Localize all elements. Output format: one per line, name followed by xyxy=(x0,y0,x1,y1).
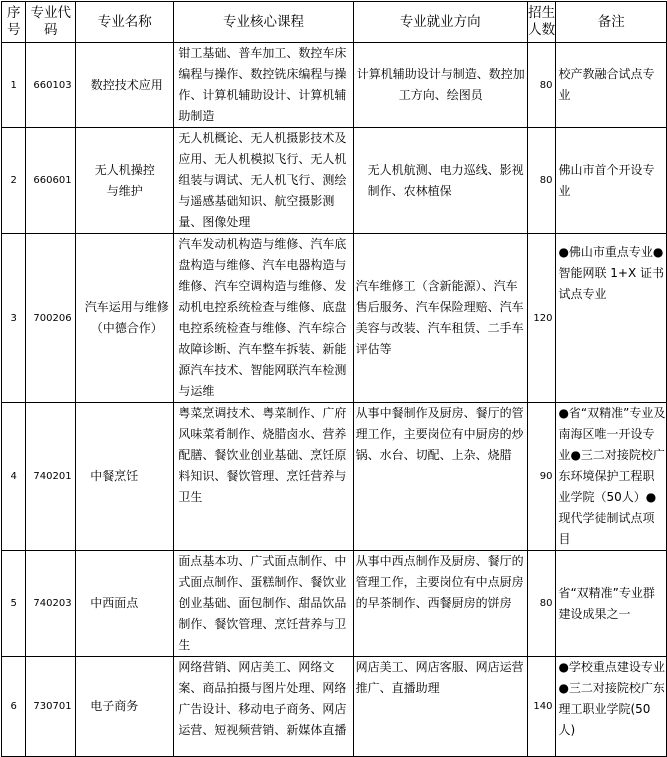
row-name: 电子商务 xyxy=(76,657,174,757)
row-remarks: ●省“双精准”专业及南海区唯一开设专业●三二对接院校广东环境保护工程职业学院（50人）●现代学徒制试点项目 xyxy=(556,403,667,551)
row-careers: 从事中餐制作及厨房、餐厅的管理工作，主要岗位有中厨房的炒锅、水台、切配、上杂、烧腊 xyxy=(353,403,527,551)
row-careers: 无人机航测、电力巡线、影视制作、农林植保 xyxy=(353,128,527,234)
row-courses: 汽车发动机构造与维修、汽车底盘构造与维修、汽车电器构造与维修、汽车空调构造与维修、发动机电控系统检查与维修、底盘电控系统检查与维修、汽车综合故障诊断、汽车整车拆装、新能源汽车技术、智能网联汽车检测与运维 xyxy=(174,234,353,403)
header-careers: 专业就业方向 xyxy=(353,2,527,43)
row-index: 3 xyxy=(2,234,26,403)
row-courses: 面点基本功、广式面点制作、中式面点制作、蛋糕制作、餐饮业创业基础、面包制作、甜品饮品制作、餐饮管理、烹饪营养与卫生 xyxy=(174,551,353,657)
table-row xyxy=(2,403,667,551)
header-name: 专业名称 xyxy=(76,2,174,43)
header-courses: 专业核心课程 xyxy=(174,2,353,43)
row-index: 5 xyxy=(2,551,26,657)
row-courses: 钳工基础、普车加工、数控车床编程与操作、数控铣床编程与操作、计算机辅助设计、计算机辅助制造 xyxy=(174,43,353,128)
header-index: 序号 xyxy=(2,2,26,43)
row-quota: 140 xyxy=(527,657,556,757)
header-remarks: 备注 xyxy=(556,2,667,43)
row-courses: 无人机概论、无人机摄影技术及应用、无人机模拟飞行、无人机组装与调试、无人机飞行、测绘与遥感基础知识、航空摄影测量、图像处理 xyxy=(174,128,353,234)
row-courses: 粤菜烹调技术、粤菜制作、广府风味菜肴制作、烧腊卤水、营养配膳、餐饮业创业基础、烹饪原料知识、餐饮管理、烹饪营养与卫生 xyxy=(174,403,353,551)
header-row xyxy=(2,2,667,43)
row-index: 6 xyxy=(2,657,26,757)
row-code: 700206 xyxy=(26,234,76,403)
row-quota: 80 xyxy=(527,128,556,234)
row-remarks: ●学校重点建设专业●三二对接院校广东理工职业学院(50人) xyxy=(556,657,667,757)
row-quota: 90 xyxy=(527,403,556,551)
row-careers: 从事中西点制作及厨房、餐厅的管理工作，主要岗位有中点厨房的早茶制作、西餐厨房的饼房 xyxy=(353,551,527,657)
row-name: 中西面点 xyxy=(76,551,174,657)
table-row xyxy=(2,128,667,234)
row-courses: 网络营销、网店美工、网络文案、商品拍摄与图片处理、网络广告设计、移动电子商务、网店运营、短视频营销、新媒体直播 xyxy=(174,657,353,757)
row-index: 4 xyxy=(2,403,26,551)
row-index: 2 xyxy=(2,128,26,234)
majors-table xyxy=(1,1,667,757)
row-index: 1 xyxy=(2,43,26,128)
table-row xyxy=(2,43,667,128)
row-remarks: 佛山市首个开设专业 xyxy=(556,128,667,234)
row-code: 660601 xyxy=(26,128,76,234)
row-quota: 80 xyxy=(527,43,556,128)
header-code: 专业代码 xyxy=(26,2,76,43)
row-quota: 120 xyxy=(527,234,556,403)
row-name: 无人机操控与维护 xyxy=(76,128,174,234)
row-code: 740203 xyxy=(26,551,76,657)
row-code: 660103 xyxy=(26,43,76,128)
table-row xyxy=(2,551,667,657)
row-remarks: 省“双精准”专业群建设成果之一 xyxy=(556,551,667,657)
header-quota: 招生人数 xyxy=(527,2,556,43)
row-code: 740201 xyxy=(26,403,76,551)
row-careers: 汽车维修工（含新能源）、汽车售后服务、汽车保险理赔、汽车美容与改装、汽车租赁、二手车评估等 xyxy=(353,234,527,403)
table-row xyxy=(2,234,667,403)
row-name: 数控技术应用 xyxy=(76,43,174,128)
row-remarks: 校产教融合试点专业 xyxy=(556,43,667,128)
row-remarks: ●佛山市重点专业●智能网联 1+X 证书试点专业 xyxy=(556,234,667,403)
row-name: 汽车运用与维修（中德合作） xyxy=(76,234,174,403)
table-row xyxy=(2,657,667,757)
row-quota: 80 xyxy=(527,551,556,657)
row-careers: 计算机辅助设计与制造、数控加工方向、绘图员 xyxy=(353,43,527,128)
row-careers: 网店美工、网店客服、网店运营推广、直播助理 xyxy=(353,657,527,757)
row-code: 730701 xyxy=(26,657,76,757)
row-name: 中餐烹饪 xyxy=(76,403,174,551)
